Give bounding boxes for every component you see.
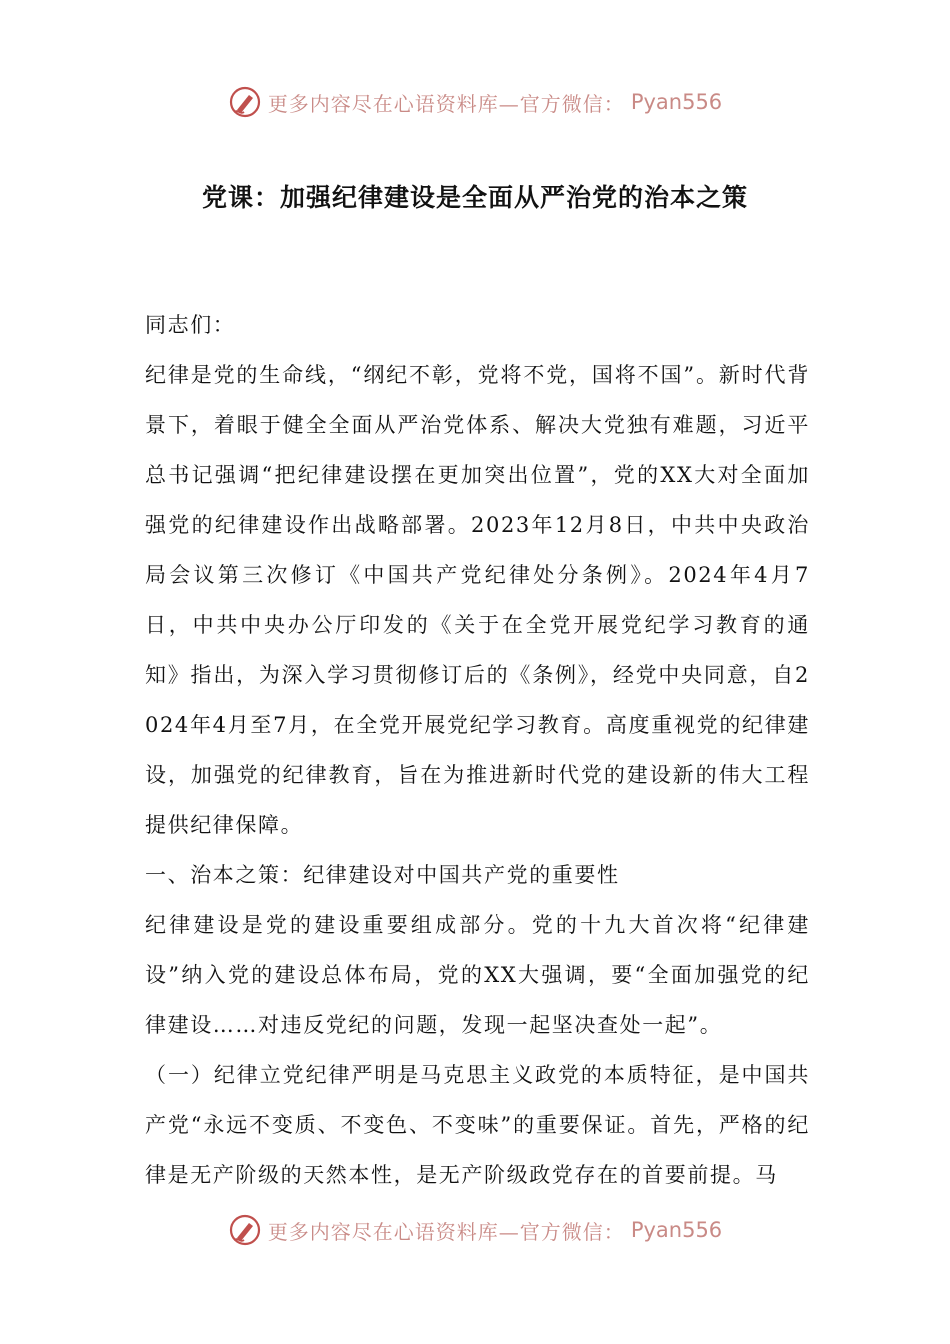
watermark-id: Pyan556 [630, 1218, 723, 1242]
paragraph: （一）纪律立党纪律严明是马克思主义政党的本质特征，是中国共产党“永远不变质、不变色、不变味”的重要保证。首先，严格的纪律是无产阶级的天然本性，是无产阶级政党存在的首要前提。马 [145, 1063, 810, 1187]
watermark-id: Pyan556 [630, 90, 723, 114]
pen-nib-circle-icon [228, 1213, 262, 1247]
pen-nib-circle-icon [228, 85, 262, 119]
paragraph: 纪律建设是党的建设重要组成部分。党的十九大首次将“纪律建设”纳入党的建设总体布局，党的XX大强调，要“全面加强党的纪律建设……对违反党纪的问题，发现一起坚决查处一起”。 [145, 913, 810, 1037]
document-body [145, 300, 810, 1200]
salutation: 同志们： [145, 313, 236, 337]
watermark-text: 更多内容尽在心语资料库—官方微信： [267, 1219, 625, 1244]
section-heading: 一、治本之策：纪律建设对中国共产党的重要性 [145, 863, 620, 887]
paragraph: 纪律是党的生命线，“纲纪不彰，党将不党，国将不国”。新时代背景下，着眼于健全全面从严治党体系、解决大党独有难题，习近平总书记强调“把纪律建设摆在更加突出位置”，党的XX大对全面加强党的纪律建设作出战略部署。2023年12月8日，中共中央政治局会议第三次修订《中国共产党纪律处分条例》。2024年4月7日，中共中央办公厅印发的《关于在全党开展党纪学习教育的通知》指出，为深入学习贯彻修订后的《条例》，经党中央同意，自2024年4月至7月，在全党开展党纪学习教育。高度重视党的纪律建设，加强党的纪律教育，旨在为推进新时代党的建设新的伟大工程提供纪律保障。 [145, 363, 810, 837]
watermark-header [0, 82, 950, 122]
watermark-footer [0, 1210, 950, 1250]
watermark-text: 更多内容尽在心语资料库—官方微信： [267, 91, 625, 116]
document-title: 党课：加强纪律建设是全面从严治党的治本之策 [201, 183, 748, 212]
